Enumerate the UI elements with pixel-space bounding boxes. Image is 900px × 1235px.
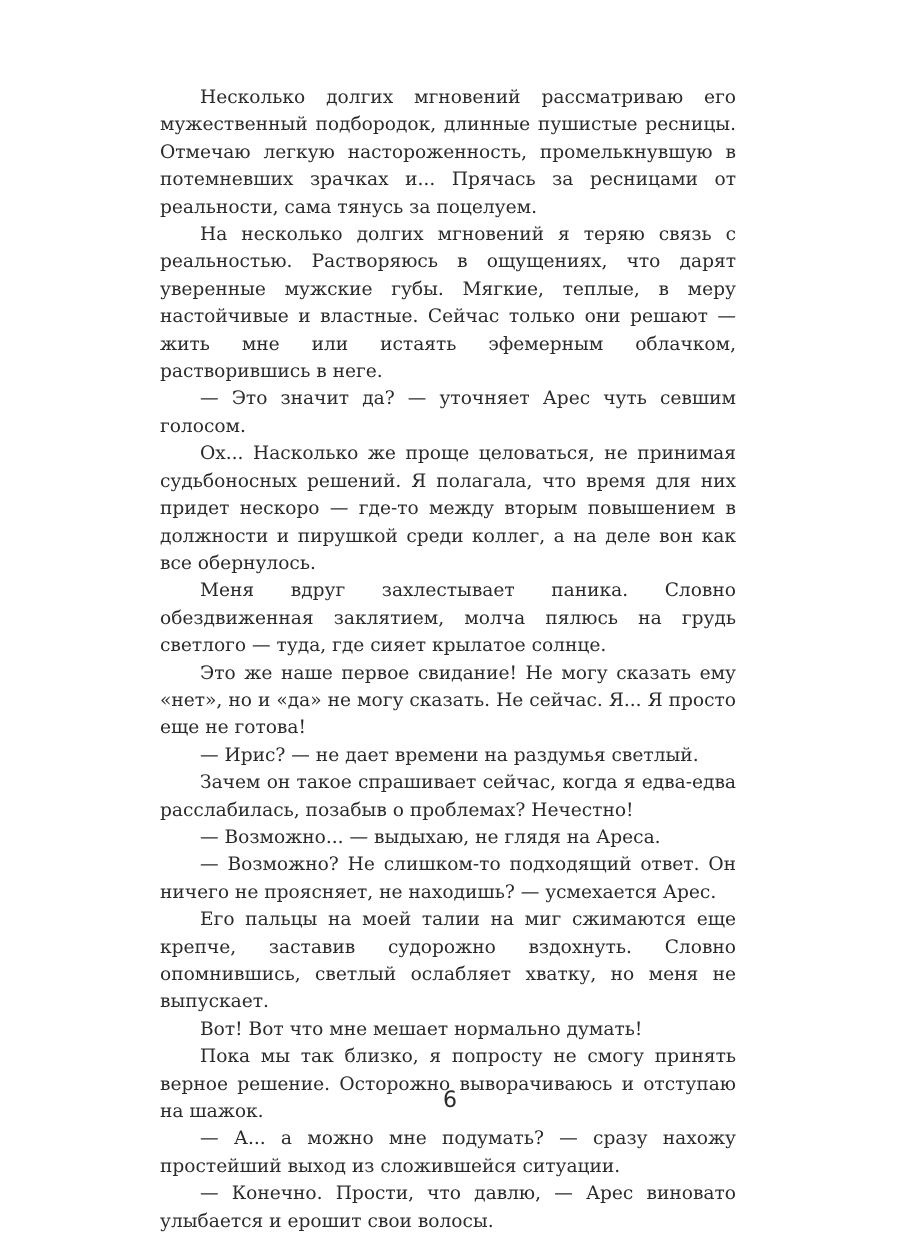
paragraph: — Конечно. Прости, что давлю, — Арес виновато улыбается и ерошит свои волосы.	[160, 1183, 736, 1232]
paragraph: Это же наше первое свидание! Не могу сказать ему «нет», но и «да» не могу сказать. Не сейчас. Я... Я просто еще не готова!	[160, 662, 736, 739]
body-text	[160, 84, 736, 1235]
paragraph: — Ирис? — не дает времени на раздумья светлый.	[200, 744, 699, 766]
paragraph: — А... а можно мне подумать? — сразу нахожу простейший выход из сложившейся ситуации.	[160, 1128, 736, 1177]
paragraph: На несколько долгих мгновений я теряю связь с реальностью. Растворяюсь в ощущениях, что дарят уверенные мужские губы. Мягкие, теплые, в меру настойчивые и властные. Сейчас только они решают — жить мне или истаять эфемерным облачком, растворившись в неге.	[160, 224, 736, 383]
paragraph: — Это значит да? — уточняет Арес чуть севшим голосом.	[160, 388, 736, 437]
paragraph: Несколько долгих мгновений рассматриваю его мужественный подбородок, длинные пушистые ресницы. Отмечаю легкую настороженность, промелькнувшую в потемневших зрачках и... Прячась за ресницами от реальности, сама тянусь за поцелуем.	[160, 87, 736, 218]
paragraph: — Возможно? Не слишком-то подходящий ответ. Он ничего не проясняет, не находишь? — усмехается Арес.	[160, 854, 736, 903]
paragraph: Его пальцы на моей талии на миг сжимаются еще крепче, заставив судорожно вздохнуть. Словно опомнившись, светлый ослабляет хватку, но меня не выпускает.	[160, 909, 736, 1013]
paragraph: Вот! Вот что мне мешает нормально думать!	[200, 1018, 643, 1040]
paragraph: Пока мы так близко, я попросту не смогу принять верное решение. Осторожно выворачиваюсь и отступаю на шажок.	[160, 1046, 736, 1123]
paragraph: Ох... Насколько же проще целоваться, не принимая судьбоносных решений. Я полагала, что время для них придет нескоро — где-то между вторым повышением в должности и пирушкой среди коллег, а на деле вон как все обернулось.	[160, 443, 736, 574]
page-number: 6	[443, 1088, 457, 1113]
paragraph: Зачем он такое спрашивает сейчас, когда я едва-едва расслабилась, позабыв о проблемах? Нечестно!	[160, 772, 736, 821]
paragraph: Меня вдруг захлестывает паника. Словно обездвиженная заклятием, молча пялюсь на грудь светлого — туда, где сияет крылатое солнце.	[160, 580, 736, 657]
paragraph: — Возможно... — выдыхаю, не глядя на Ареса.	[200, 826, 661, 848]
